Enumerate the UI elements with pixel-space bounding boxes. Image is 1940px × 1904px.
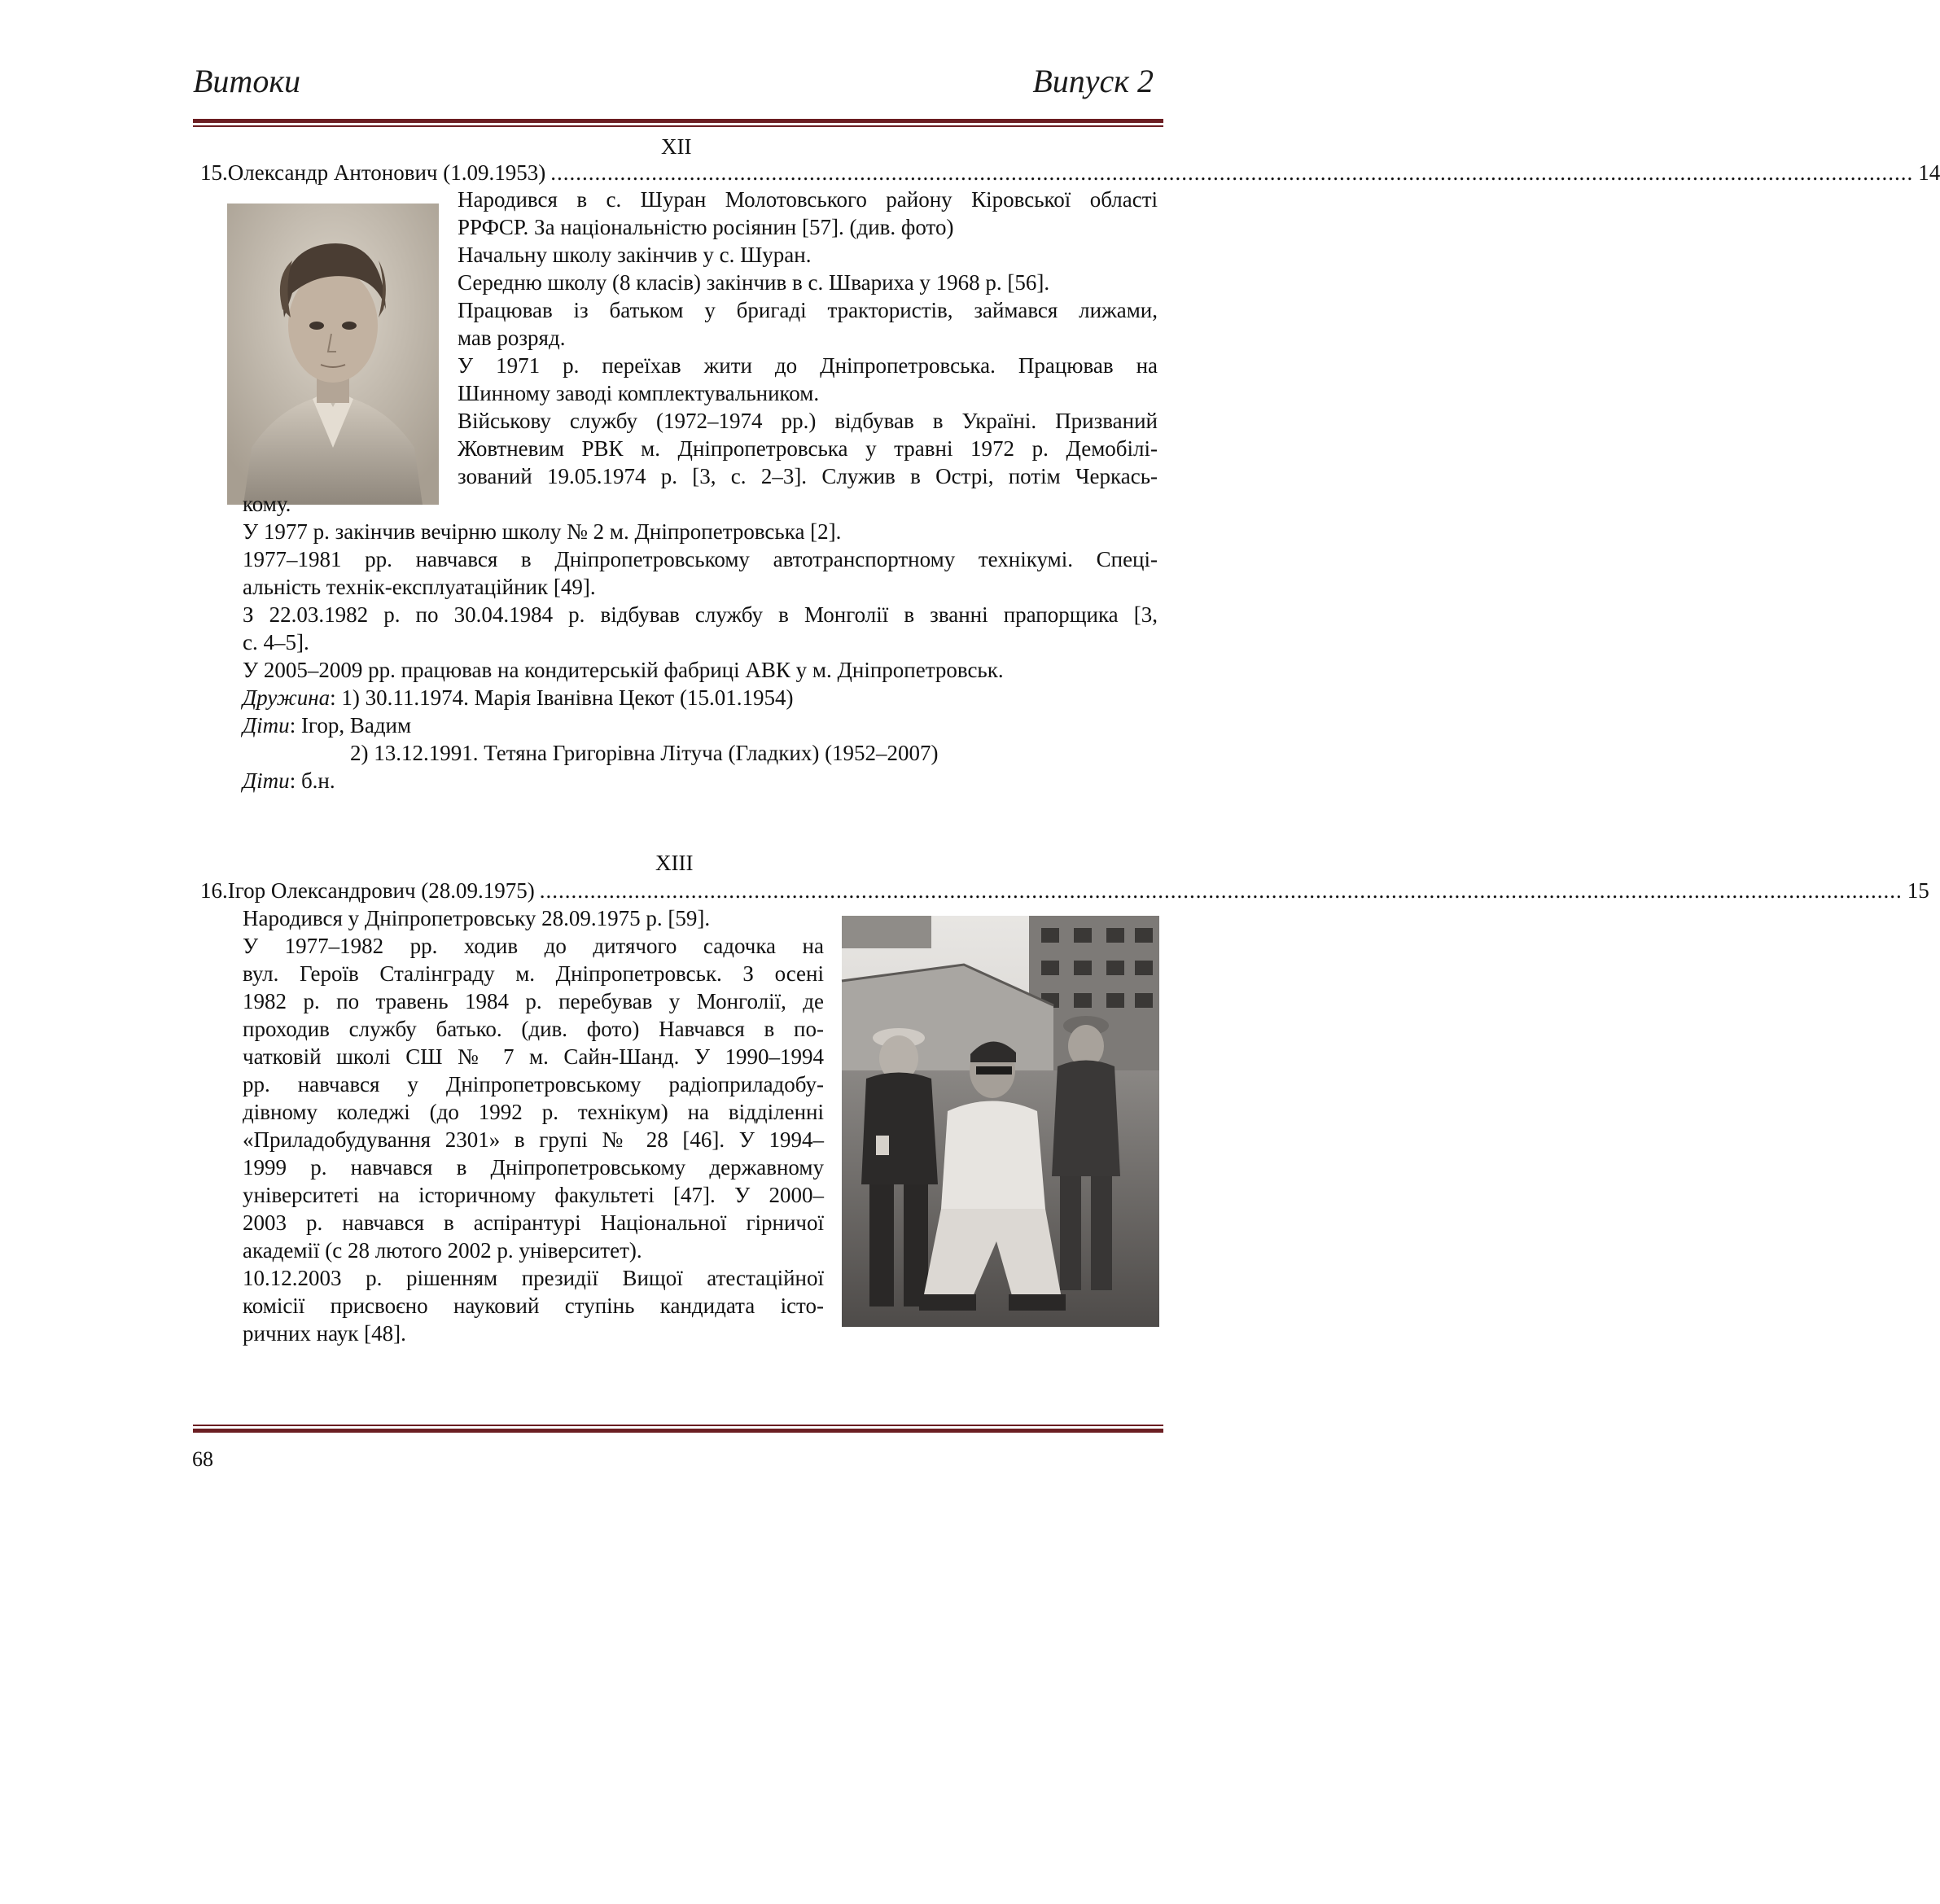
bio-line: Народився у Дніпропетровську 28.09.1975 р. [59]. <box>243 906 711 930</box>
bio-line: чатковій школі СШ № 7 м. Сайн-Шанд. У 1990–1994 <box>243 1044 824 1069</box>
bio-line: Працював із батьком у бригаді трактористів, займався лижами, <box>458 298 1158 322</box>
entry-number: 16. <box>200 878 228 903</box>
bio-line: «Приладобудування 2301» в групі № 28 [46]. У 1994– <box>243 1127 824 1152</box>
footer-rule-thick <box>193 1429 1163 1433</box>
bio-line: У 1971 р. переїхав жити до Дніпропетровська. Працював на <box>458 353 1158 378</box>
bio-line: 2003 р. навчався в аспірантурі Національної гірничої <box>243 1210 824 1235</box>
bio-line: Начальну школу закінчив у с. Шуран. <box>458 243 812 267</box>
bio-line: ричних наук [48]. <box>243 1321 406 1346</box>
bio-line: У 1977–1982 рр. ходив до дитячого садочка на <box>243 934 824 958</box>
header-rule-thick <box>193 119 1163 123</box>
spouse-value: : 1) 30.11.1974. Марія Іванівна Цекот (15.01.1954) <box>330 685 794 710</box>
bio-line: рр. навчався у Дніпропетровському радіоприладобу- <box>243 1072 824 1096</box>
bio-line: Шинному заводі комплектувальником. <box>458 381 820 405</box>
bio-line: зований 19.05.1974 р. [3, с. 2–3]. Служив в Острі, потім Черкась- <box>458 464 1158 488</box>
spouse-line-1 <box>243 684 793 711</box>
bio-line: Військову службу (1972–1974 рр.) відбував в Україні. Призваний <box>458 409 1158 433</box>
generation-heading-xiii: XIII <box>655 851 694 875</box>
bio-line: кому. <box>243 492 291 516</box>
bio-line: проходив службу батько. (див. фото) Навчався в по- <box>243 1017 824 1041</box>
bio-line: 1982 р. по травень 1984 р. перебував у Монголії, де <box>243 989 824 1013</box>
entry-name: Ігор Олександрович (28.09.1975) <box>227 878 535 903</box>
spouse-line-2: 2) 13.12.1991. Тетяна Григорівна Літуча (Гладких) (1952–2007) <box>350 741 939 765</box>
children-label: Діти <box>243 768 290 793</box>
bio-line: 1977–1981 рр. навчався в Дніпропетровському автотранспортному технікумі. Спеці- <box>243 547 1158 571</box>
entry-number: 15. <box>200 160 228 185</box>
children-line-1 <box>243 711 411 739</box>
running-header-issue: Випуск 2 <box>1032 63 1154 99</box>
bio-line: університеті на історичному факультеті [47]. У 2000– <box>243 1183 824 1207</box>
children-value: : Ігор, Вадим <box>289 713 412 738</box>
bio-line: З 22.03.1982 р. по 30.04.1984 р. відбував службу в Монголії в званні прапорщика [3, <box>243 602 1158 627</box>
children-value: : б.н. <box>289 768 335 793</box>
bio-line: комісії присвоєно науковий ступінь кандидата істо- <box>243 1293 824 1318</box>
family-group-photo <box>842 916 1159 1327</box>
header-rule-thin <box>193 125 1163 127</box>
entry-15-heading <box>200 159 1940 186</box>
bio-line: 1999 р. навчався в Дніпропетровському державному <box>243 1155 824 1180</box>
entry-page-ref: 14 <box>1918 160 1940 185</box>
spouse-label: Дружина <box>243 685 331 710</box>
bio-line: с. 4–5]. <box>243 630 309 654</box>
bio-line: У 2005–2009 рр. працював на кондитерській фабриці АВК у м. Дніпропетровськ. <box>243 658 1004 682</box>
bio-line: альність технік-експлуатаційник [49]. <box>243 575 596 599</box>
running-header-title: Витоки <box>193 63 301 99</box>
bio-line: мав розряд. <box>458 326 566 350</box>
footer-rule-thin <box>193 1425 1163 1426</box>
bio-line: Жовтневим РВК м. Дніпропетровська у травні 1972 р. Демобілі- <box>458 436 1158 461</box>
leader-dots: ........................................................................................................................................................................................................................ <box>539 878 1903 903</box>
entry-name: Олександр Антонович (1.09.1953) <box>227 160 546 185</box>
bio-line: дівному коледжі (до 1992 р. технікум) на відділенні <box>243 1100 824 1124</box>
portrait-photo <box>227 204 439 505</box>
bio-line: Середню школу (8 класів) закінчив в с. Швариха у 1968 р. [56]. <box>458 270 1050 295</box>
bio-line: У 1977 р. закінчив вечірню школу № 2 м. Дніпропетровська [2]. <box>243 519 842 544</box>
entry-16-heading <box>200 877 1929 904</box>
leader-dots: ........................................................................................................................................................................................................................ <box>550 160 1914 185</box>
bio-line: академії (с 28 лютого 2002 р. університет). <box>243 1238 642 1263</box>
bio-line: РРФСР. За національністю росіянин [57]. (див. фото) <box>458 215 954 239</box>
children-label: Діти <box>243 713 290 738</box>
children-line-2 <box>243 767 335 794</box>
generation-heading-xii: XII <box>661 134 692 159</box>
entry-page-ref: 15 <box>1907 878 1929 903</box>
bio-line: Народився в с. Шуран Молотовського району Кіровської області <box>458 187 1158 212</box>
page-number: 68 <box>192 1447 213 1471</box>
bio-line: 10.12.2003 р. рішенням президії Вищої атестаційної <box>243 1266 824 1290</box>
bio-line: вул. Героїв Сталінграду м. Дніпропетровськ. З осені <box>243 961 824 986</box>
